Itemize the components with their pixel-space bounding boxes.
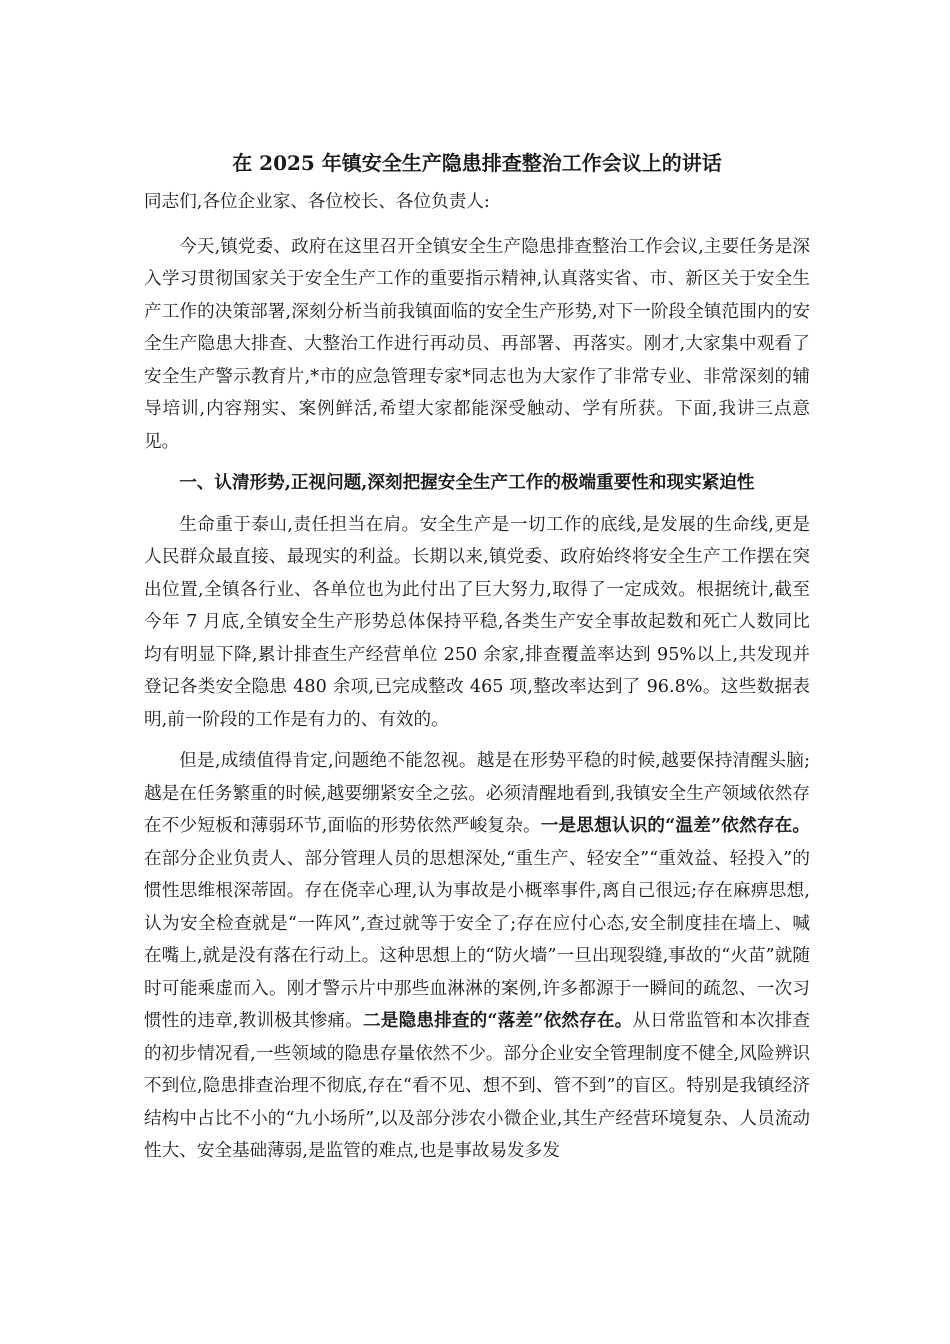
problems-text-b: 在部分企业负责人、部分管理人员的思想深处,“重生产、轻安全”“重效益、轻投入”的惯性思维根深蒂固。存在侥幸心理,认为事故是小概率事件,离自己很远;存在麻痹思想,认为安全检查就是“一阵风”,查过就等于安全了;存在应付心态,安全制度挂在墙上、喊在嘴上,就是没有落在行动上。这种思想上的“防火墙”一旦出现裂缝,事故的“火苗”就随时可能乘虚而入。刚才警示片中那些血淋淋的案例,许多都源于一瞬间的疏忽、一次习惯性的违章,教训极其惨痛。 bbox=[144, 848, 810, 1031]
document-page bbox=[144, 140, 810, 1168]
intro-paragraph: 今天,镇党委、政府在这里召开全镇安全生产隐患排查整治工作会议,主要任务是深入学习贯彻国家关于安全生产工作的重要指示精神,认真落实省、市、新区关于安全生产工作的决策部署,深刻分析当前我镇面临的安全生产形势,对下一阶段全镇范围内的安全生产隐患大排查、大整治工作进行再动员、再部署、再落实。刚才,大家集中观看了安全生产警示教育片,*市的应急管理专家*同志也为大家作了非常专业、非常深刻的辅导培训,内容翔实、案例鲜活,希望大家都能深受触动、学有所获。下面,我讲三点意见。 bbox=[144, 236, 810, 452]
document-title: 在 2025 年镇安全生产隐患排查整治工作会议上的讲话 bbox=[232, 151, 722, 175]
section-1-heading: 一、认清形势,正视问题,深刻把握安全生产工作的极端重要性和现实紧迫性 bbox=[179, 472, 755, 493]
point-two-heading: 二是隐患排查的“落差”依然存在。 bbox=[363, 1010, 633, 1031]
problems-text-a: 但是,成绩值得肯定,问题绝不能忽视。越是在形势平稳的时候,越要保持清醒头脑;越是在任务繁重的时候,越要绷紧安全之弦。必须清醒地看到,我镇安全生产领域依然存在不少短板和薄弱环节,面临的形势依然严峻复杂。 bbox=[144, 751, 810, 836]
situation-paragraph: 生命重于泰山,责任担当在肩。安全生产是一切工作的底线,是发展的生命线,更是人民群众最直接、最现实的利益。长期以来,镇党委、政府始终将安全生产工作摆在突出位置,全镇各行业、各单位也为此付出了巨大努力,取得了一定成效。根据统计,截至今年 7 月底,全镇安全生产形势总体保持平稳,各类生产安全事故起数和死亡人数同比均有明显下降,累计排查生产经营单位 250 余家,排查覆盖率达到 95%以上,共发现并登记各类安全隐患 480 余项,已完成整改 465 项,整改率达到了 96.8%。这些数据表明,前一阶段的工作是有力的、有效的。 bbox=[144, 514, 810, 730]
problems-paragraph bbox=[144, 745, 810, 1168]
problems-text-c: 从日常监管和本次排查的初步情况看,一些领域的隐患存量依然不少。部分企业安全管理制度不健全,风险辨识不到位,隐患排查治理不彻底,存在“看不见、想不到、管不到”的盲区。特别是我镇经济结构中占比不小的“九小场所”,以及部分涉农小微企业,其生产经营环境复杂、人员流动性大、安全基础薄弱,是监管的难点,也是事故易发多发 bbox=[144, 1011, 810, 1161]
salutation: 同志们,各位企业家、各位校长、各位负责人: bbox=[144, 192, 490, 212]
point-one-heading: 一是思想认识的“温差”依然存在。 bbox=[540, 815, 810, 836]
